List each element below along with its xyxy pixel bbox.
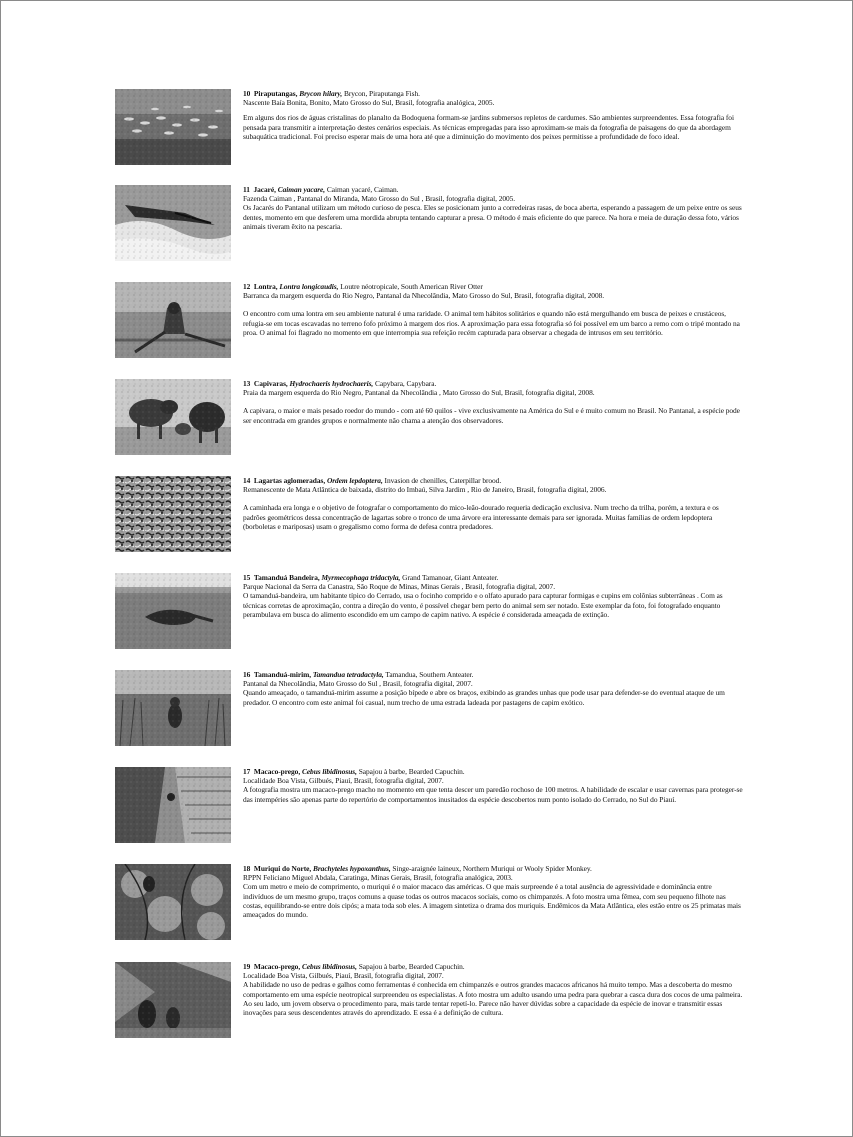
entry-name: Muriqui do Norte, — [253, 864, 312, 873]
entry-text — [243, 185, 743, 231]
entry-description: Os Jacarés do Pantanal utilizam um método curioso de pesca. Eles se posicionam junto a corredeiras rasas, de boca aberta, esperando a passagem de um peixe entre os seus dentes, momento em que desferem uma mordida abrupta tentando capturar a presa. O método é mais eficiente do que parece. Na hora e meia de duração dessa foto, vários animais tiveram êxito na pescaria. — [243, 203, 742, 231]
photo-tamandua-mirim — [115, 670, 231, 746]
entry-scientific-name: Cebus libidinosus, — [301, 962, 357, 971]
entry-scientific-name: Brachyteles hypoxanthus, — [312, 864, 391, 873]
entry-location: Parque Nacional da Serra da Canastra, São Roque de Minas, Minas Gerais , Brasil, fotografia digital, 2007. — [243, 582, 556, 592]
entry-text — [243, 476, 743, 531]
photo-piraputangas — [115, 89, 231, 165]
entry-description: O tamanduá-bandeira, um habitante típico do Cerrado, usa o focinho comprido e o olfato apurado para capturar formigas e cupins em colônias subterrâneas . Com as técnicas corretas de aproximação, contra a direção do vento, é possível chegar bem perto do animal sem ser notado. Este exemplar da foto, foi fotografado enquanto perambulava em busca do alimento escondido em um campo de capim nativo. A espécie é considerada ameaçada de extinção. — [243, 591, 723, 619]
entry-scientific-name: Brycon hilary, — [299, 89, 343, 98]
photo-jacare — [115, 185, 231, 261]
entry-name: Macaco-prego, — [253, 962, 301, 971]
entry-description: A habilidade no uso de pedras e galhos como ferramentas é conhecida em chimpanzés e outros grandes macacos africanos há muito tempo. Mas a descoberta do mesmo comportamento em uma espécie neotropical surpreendeu os especialistas. A foto mostra um adulto usando uma pedra para quebrar a casca dura dos cocos de uma palmeira. Ao seu lado, um jovem observa o procedimento para, mais tarde tentar repetí-lo. Parece não haver dúvidas sobre a capacidade da espécie de inovar e transmitir essas inovações para seus descendentes através do aprendizado. E essa é a definição de cultura. — [243, 980, 743, 1018]
entry-name: Lagartas aglomeradas, — [253, 476, 326, 485]
entry-number: 16 — [243, 670, 251, 679]
entry-location: Localidade Boa Vista, Gilbués, Piauí, Brasil, fotografia digital, 2007. — [243, 776, 444, 786]
entry-text — [243, 282, 743, 337]
entry-common-names: Loutre néotropicale, South American River Otter — [338, 282, 483, 291]
entry-heading — [243, 864, 743, 873]
entry-text — [243, 670, 743, 707]
entry-common-names: Grand Tamanoar, Giant Anteater. — [400, 573, 499, 582]
photo-macaco-prego-ferramentas — [115, 962, 231, 1038]
entry-scientific-name: Tamandua tetradactyla, — [312, 670, 384, 679]
photo-muriqui — [115, 864, 231, 940]
photo-macaco-prego-paredao — [115, 767, 231, 843]
photo-lontra — [115, 282, 231, 358]
entry-number: 15 — [243, 573, 251, 582]
entry-number: 10 — [243, 89, 251, 98]
entry-heading — [243, 185, 743, 194]
entry-number: 13 — [243, 379, 251, 388]
entry-number: 19 — [243, 962, 251, 971]
entry-heading — [243, 282, 743, 291]
entry-description: O encontro com uma lontra em seu ambiente natural é uma raridade. O animal tem hábitos solitários e quando não está mergulhando em busca de peixes e crustáceos, refugia-se em tocas escavadas no terreno fofo próximo à margem dos rios. A aproximação para essa fotografia só foi possível em um barco a remo com o tripé montado na proa. O animal foi flagrado no momento em que interrompia sua refeição recém capturada para observar a chegada de intrusos em seu território. — [243, 309, 740, 337]
entry-location: Praia da margem esquerda do Rio Negro, Pantanal da Nhecolândia , Mato Grosso do Sul, Brasil, fotografia digital, 2008. — [243, 388, 595, 398]
entry-heading — [243, 767, 743, 776]
entry-location: Nascente Baía Bonita, Bonito, Mato Grosso do Sul, Brasil, fotografia analógica, 2005. — [243, 98, 495, 108]
entry-scientific-name: Ordem lepdoptera, — [326, 476, 383, 485]
photo-capivaras — [115, 379, 231, 455]
photo-tamandua-bandeira — [115, 573, 231, 649]
entry-common-names: Brycon, Piraputanga Fish. — [342, 89, 420, 98]
entry-location: Fazenda Caiman , Pantanal do Miranda, Mato Grosso do Sul , Brasil, fotografia digital, 2005. — [243, 194, 516, 204]
entry-number: 11 — [243, 185, 250, 194]
entry-name: Macaco-prego, — [253, 767, 301, 776]
entry-heading — [243, 476, 743, 485]
entry-description: A caminhada era longa e o objetivo de fotografar o comportamento do mico-leão-dourado requeria dedicação exclusiva. Num trecho da trilha, porém, a textura e os padrões geométricos dessa concentração de lagartas sobre o tronco de uma árvore era interessante demais para ser ignorada. Muitas famílias de ordem lepdoptera (borboletas e mariposas) usam o gregalismo como forma de defesa contra predadores. — [243, 503, 719, 531]
entry-heading — [243, 379, 743, 388]
entry-location: RPPN Feliciano Miguel Abdala, Caratinga, Minas Gerais, Brasil, fotografia analógica, 2003. — [243, 873, 513, 883]
entry-number: 17 — [243, 767, 251, 776]
entry-name: Tamanduá-mirim, — [253, 670, 311, 679]
entry-name: Capivaras, — [253, 379, 288, 388]
entry-location: Barranca da margem esquerda do Rio Negro, Pantanal da Nhecolândia, Mato Grosso do Sul, Brasil, fotografia digital, 2008. — [243, 291, 605, 301]
entry-name: Jacaré, — [253, 185, 276, 194]
entry-common-names: Capybara, Capybara. — [373, 379, 437, 388]
entry-heading — [243, 670, 743, 679]
entry-common-names: Sapajou à barbe, Bearded Capuchin. — [356, 962, 465, 971]
entry-scientific-name: Cebus libidinosus, — [301, 767, 357, 776]
entry-name: Tamanduá Bandeira, — [253, 573, 320, 582]
entry-description: A fotografia mostra um macaco-prego macho no momento em que tenta descer um paredão rochoso de 100 metros. A habilidade de escalar e usar cavernas para proteger-se das intempéries são apenas parte do repertório de comportamentos inusitados da espécie descobertos num ponto isolado do Cerrado, no Sul do Piauí. — [243, 785, 743, 804]
entry-text — [243, 89, 743, 141]
entry-scientific-name: Caiman yacare, — [277, 185, 326, 194]
entry-common-names: Sapajou à barbe, Bearded Capuchin. — [356, 767, 465, 776]
entry-common-names: Invasion de chenilles, Caterpillar brood. — [382, 476, 502, 485]
entry-number: 14 — [243, 476, 251, 485]
entry-text — [243, 379, 743, 425]
entry-name: Piraputangas, — [253, 89, 298, 98]
entry-heading — [243, 573, 743, 582]
entry-description: A capivara, o maior e mais pesado roedor do mundo - com até 60 quilos - vive exclusivamente na América do Sul e é muito comum no Brasil. No Pantanal, a espécie pode ser encontrada em grandes grupos e normalmente não chama a atenção dos observadores. — [243, 406, 740, 425]
entry-scientific-name: Myrmecophaga tridactyla, — [321, 573, 401, 582]
entry-heading — [243, 89, 743, 98]
entry-number: 12 — [243, 282, 251, 291]
entry-description: Com um metro e meio de comprimento, o muriqui é o maior macaco das américas. O que mais surpreende é a total ausência de agressividade e dominância entre indivíduos de um mesmo grupo, traços comuns a quase todas os outros macacos sociais, como os chimpanzés. A foto mostra uma fêmea, com seu pequeno filhote nas costas, equilibrando-se entre dois cipós; a mata toda sob eles. A imagem sintetiza o drama dos muriquis. Endêmicos da Mata Atlântica, eles estão entre os 25 primatas mais ameaçados do mundo. — [243, 882, 741, 920]
entry-scientific-name: Hydrochaeris hydrochaeris, — [289, 379, 374, 388]
entry-location: Localidade Boa Vista, Gilbués, Piauí, Brasil, fotografia digital, 2007. — [243, 971, 444, 981]
entry-common-names: Singe-araignée laineux, Northern Muriqui or Wooly Spider Monkey. — [390, 864, 592, 873]
entry-description: Em alguns dos rios de águas cristalinas do planalto da Bodoquena formam-se jardins submersos repletos de cardumes. São ambientes surpreendentes. Essa fotografia foi pensada para transmitir a interpretação destes cenários especiais. As técnicas empregadas para isso aproximam-se mais da fotografia de paisagens do que da abordagem subaquática tradicional. Foi preciso esperar mais de uma hora até que a diminuição do movimento dos peixes permitisse a profundidade de foco ideal. — [243, 113, 734, 141]
entry-name: Lontra, — [253, 282, 278, 291]
entry-common-names: Tamandua, Southern Anteater. — [383, 670, 474, 679]
entry-common-names: Caiman yacaré, Caiman. — [325, 185, 399, 194]
photo-lagartas — [115, 476, 231, 552]
entry-text — [243, 767, 743, 804]
entry-scientific-name: Lontra longicaudis, — [279, 282, 339, 291]
entry-number: 18 — [243, 864, 251, 873]
entry-text — [243, 573, 743, 619]
entry-heading — [243, 962, 743, 971]
entry-location: Remanescente de Mata Atlântica de baixada, distrito do Imbaú, Silva Jardim , Rio de Janeiro, Brasil, fotografia digital, 2006. — [243, 485, 607, 495]
entry-text — [243, 864, 743, 919]
entry-description: Quando ameaçado, o tamanduá-mirim assume a posição bípede e abre os braços, exibindo as grandes unhas que pode usar para defender-se do eventual ataque de um predador. O encontro com este animal foi casual, num trecho de uma estrada ladeada por pastagens de capim exótico. — [243, 688, 725, 707]
entry-location: Pantanal da Nhecolândia, Mato Grosso do Sul , Brasil, fotografia digital, 2007. — [243, 679, 473, 689]
entry-text — [243, 962, 743, 1017]
